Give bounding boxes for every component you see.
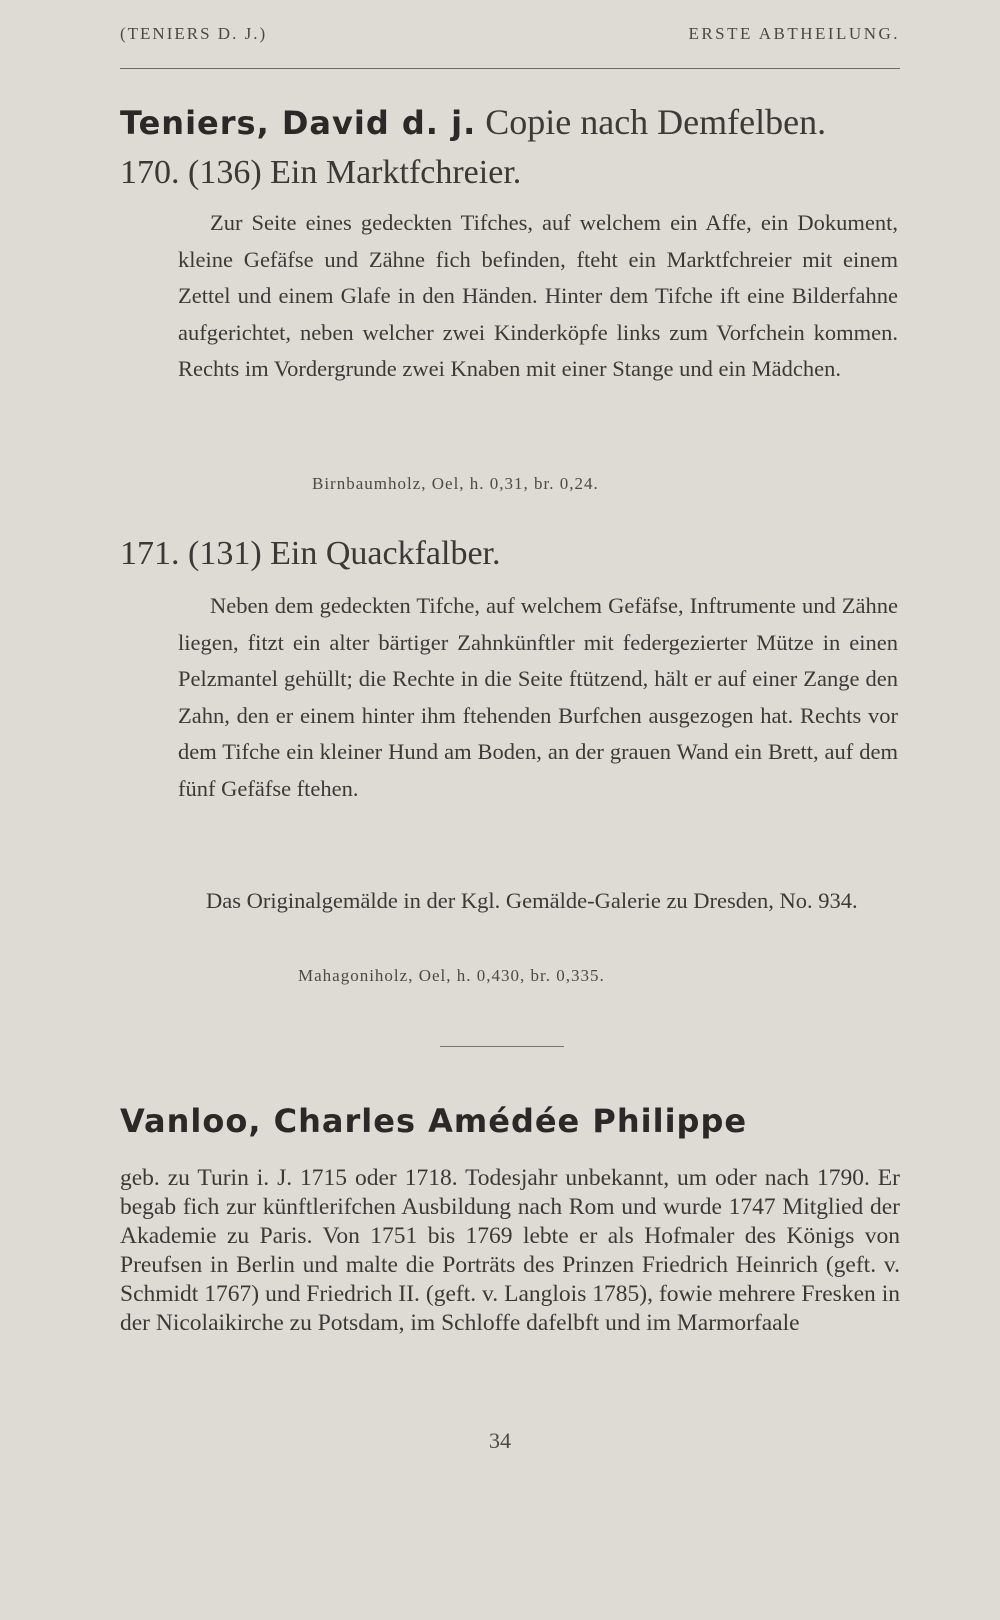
artist-name-vanloo: Vanloo, Charles Amédée Philippe: [120, 1102, 748, 1140]
running-head-right: ERSTE ABTHEILUNG.: [688, 24, 900, 43]
entry-171-description: Neben dem gedeckten Tifche, auf welchem Gefäfse, Inftrumente und Zähne liegen, fitzt ein alter bärtiger Zahnkünftler mit federgezierter Mütze in einen Pelzmantel gehüllt; die Rechte in die Seite ftützend, hält er auf einer Zange den Zahn, den er einem hinter ihm ftehenden Burfchen ausgezogen hat. Rechts vor dem Tifche ein kleiner Hund am Boden, an der grauen Wand ein Brett, auf dem fünf Gefäfse ftehen.: [178, 593, 898, 801]
page-number: 34: [489, 1428, 511, 1453]
running-head-left: (TENIERS D. J.): [120, 24, 268, 43]
section-divider: [440, 1046, 564, 1047]
entry-171-note: Das Originalgemälde in der Kgl. Gemälde-Galerie zu Dresden, No. 934.: [206, 888, 858, 913]
entry-171-title: 171. (131) Ein Quackfalber.: [120, 535, 501, 572]
header-rule: [120, 68, 900, 69]
entry-170-description: Zur Seite eines gedeckten Tifches, auf welchem ein Affe, ein Dokument, kleine Gefäfse und Zähne fich befinden, fteht ein Marktfchreier mit einem Zettel und einem Glafe in den Händen. Hinter dem Tifche ift eine Bilderfahne aufgerichtet, neben welcher zwei Kinderköpfe links zum Vorfchein kommen. Rechts im Vordergrunde zwei Knaben mit einer Stange und ein Mädchen.: [178, 210, 898, 381]
section-heading-vanloo: [120, 1098, 910, 1143]
running-head: [120, 24, 900, 48]
entry-170-title: 170. (136) Ein Marktfchreier.: [120, 154, 522, 191]
vanloo-biography: geb. zu Turin i. J. 1715 oder 1718. Todesjahr unbekannt, um oder nach 1790. Er begab fich zur künftlerifchen Ausbildung nach Rom und wurde 1747 Mitglied der Akademie zu Paris. Von 1751 bis 1769 lebte er als Hofmaler des Königs von Preufsen in Berlin und malte die Porträts des Prinzen Friedrich Heinrich (geft. v. Schmidt 1767) und Friedrich II. (geft. v. Langlois 1785), fowie mehrere Fresken in der Nicolaikirche zu Potsdam, im Schloffe dafelbft und im Marmorfaale: [120, 1165, 900, 1336]
artist-name-teniers: Teniers, David d. j.: [120, 104, 477, 142]
entry-170-dimensions: Birnbaumholz, Oel, h. 0,31, br. 0,24.: [312, 474, 599, 493]
entry-171-dimensions: Mahagoniholz, Oel, h. 0,430, br. 0,335.: [298, 966, 605, 985]
section-heading-teniers: [120, 100, 910, 145]
section-subtitle: Copie nach Demfelben.: [485, 102, 827, 142]
